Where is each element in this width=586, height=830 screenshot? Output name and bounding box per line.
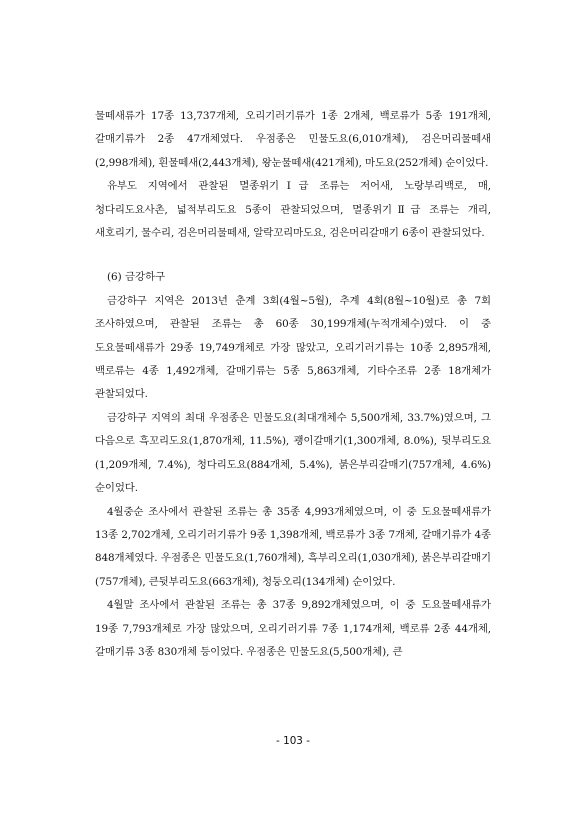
paragraph-continuation: 물떼새류가 17종 13,737개체, 오리기러기류가 1종 2개체, 백로류가 5종 191개체, 갈매기류가 2종 47개체였다. 우점종은 민물도요(6,010개체), 검은머리물떼새(2,998개체), 흰물떼새(2,443개체), 왕눈물떼새(421개체), 마도요(252개체) 순이었다. (95, 110, 491, 169)
section-heading: (6) 금강하구 (107, 271, 166, 284)
body-text (95, 105, 491, 664)
paragraph-survey-overview: 금강하구 지역은 2013년 춘계 3회(4월~5월), 추계 4회(8월~10월)로 총 7회 조사하였으며, 관찰된 조류는 총 60종 30,199개체(누적개체수)였다. 이 중 도요물떼새류가 29종 19,749개체로 가장 많았고, 오리기러기류는 10종 2,895개체, 백로류는 4종 1,492개체, 갈매기류는 5종 5,863개체, 기타수조류 2종 18개체가 관찰되었다. (95, 294, 491, 401)
paragraph-mid-april: 4월중순 조사에서 관찰된 조류는 총 35종 4,993개체였으며, 이 중 도요물떼새류가 13종 2,702개체, 오리기러기류가 9종 1,398개체, 백로류가 3종 7개체, 갈매기류가 4종 848개체였다. 우점종은 민물도요(1,760개체), 흑부리오리(1,030개체), 붉은부리갈매기(757개체), 큰뒷부리도요(663개체), 청둥오리(134개체) 순이었다. (95, 505, 491, 588)
paragraph-dominant-species: 금강하구 지역의 최대 우점종은 민물도요(최대개체수 5,500개체, 33.7%)였으며, 그 다음으로 흑꼬리도요(1,870개체, 11.5%), 괭이갈매기(1,300개체, 8.0%), 뒷부리도요(1,209개체, 7.4%), 청다리도요(884개체, 5.4%), 붉은부리갈매기(757개체, 4.6%) 순이었다. (95, 411, 491, 495)
page-number: - 103 - (276, 735, 310, 747)
paragraph-endangered-species: 유부도 지역에서 관찰된 멸종위기Ⅰ급 조류는 저어새, 노랑부리백로, 매, 청다리도요사촌, 넓적부리도요 5종이 관찰되었으며, 멸종위기Ⅱ급 조류는 개리, 새호리기, 물수리, 검은머리물떼새, 알락꼬리마도요, 검은머리갈매기 6종이 관찰되었다. (95, 180, 491, 240)
paragraph-late-april: 4월말 조사에서 관찰된 조류는 총 37종 9,892개체였으며, 이 중 도요물떼새류가 19종 7,793개체로 가장 많았으며, 오리기러기류 7종 1,174개체, 백로류 2종 44개체, 갈매기류 3종 830개체 등이었다. 우점종은 민물도요(5,500개체), 큰 (95, 599, 491, 658)
